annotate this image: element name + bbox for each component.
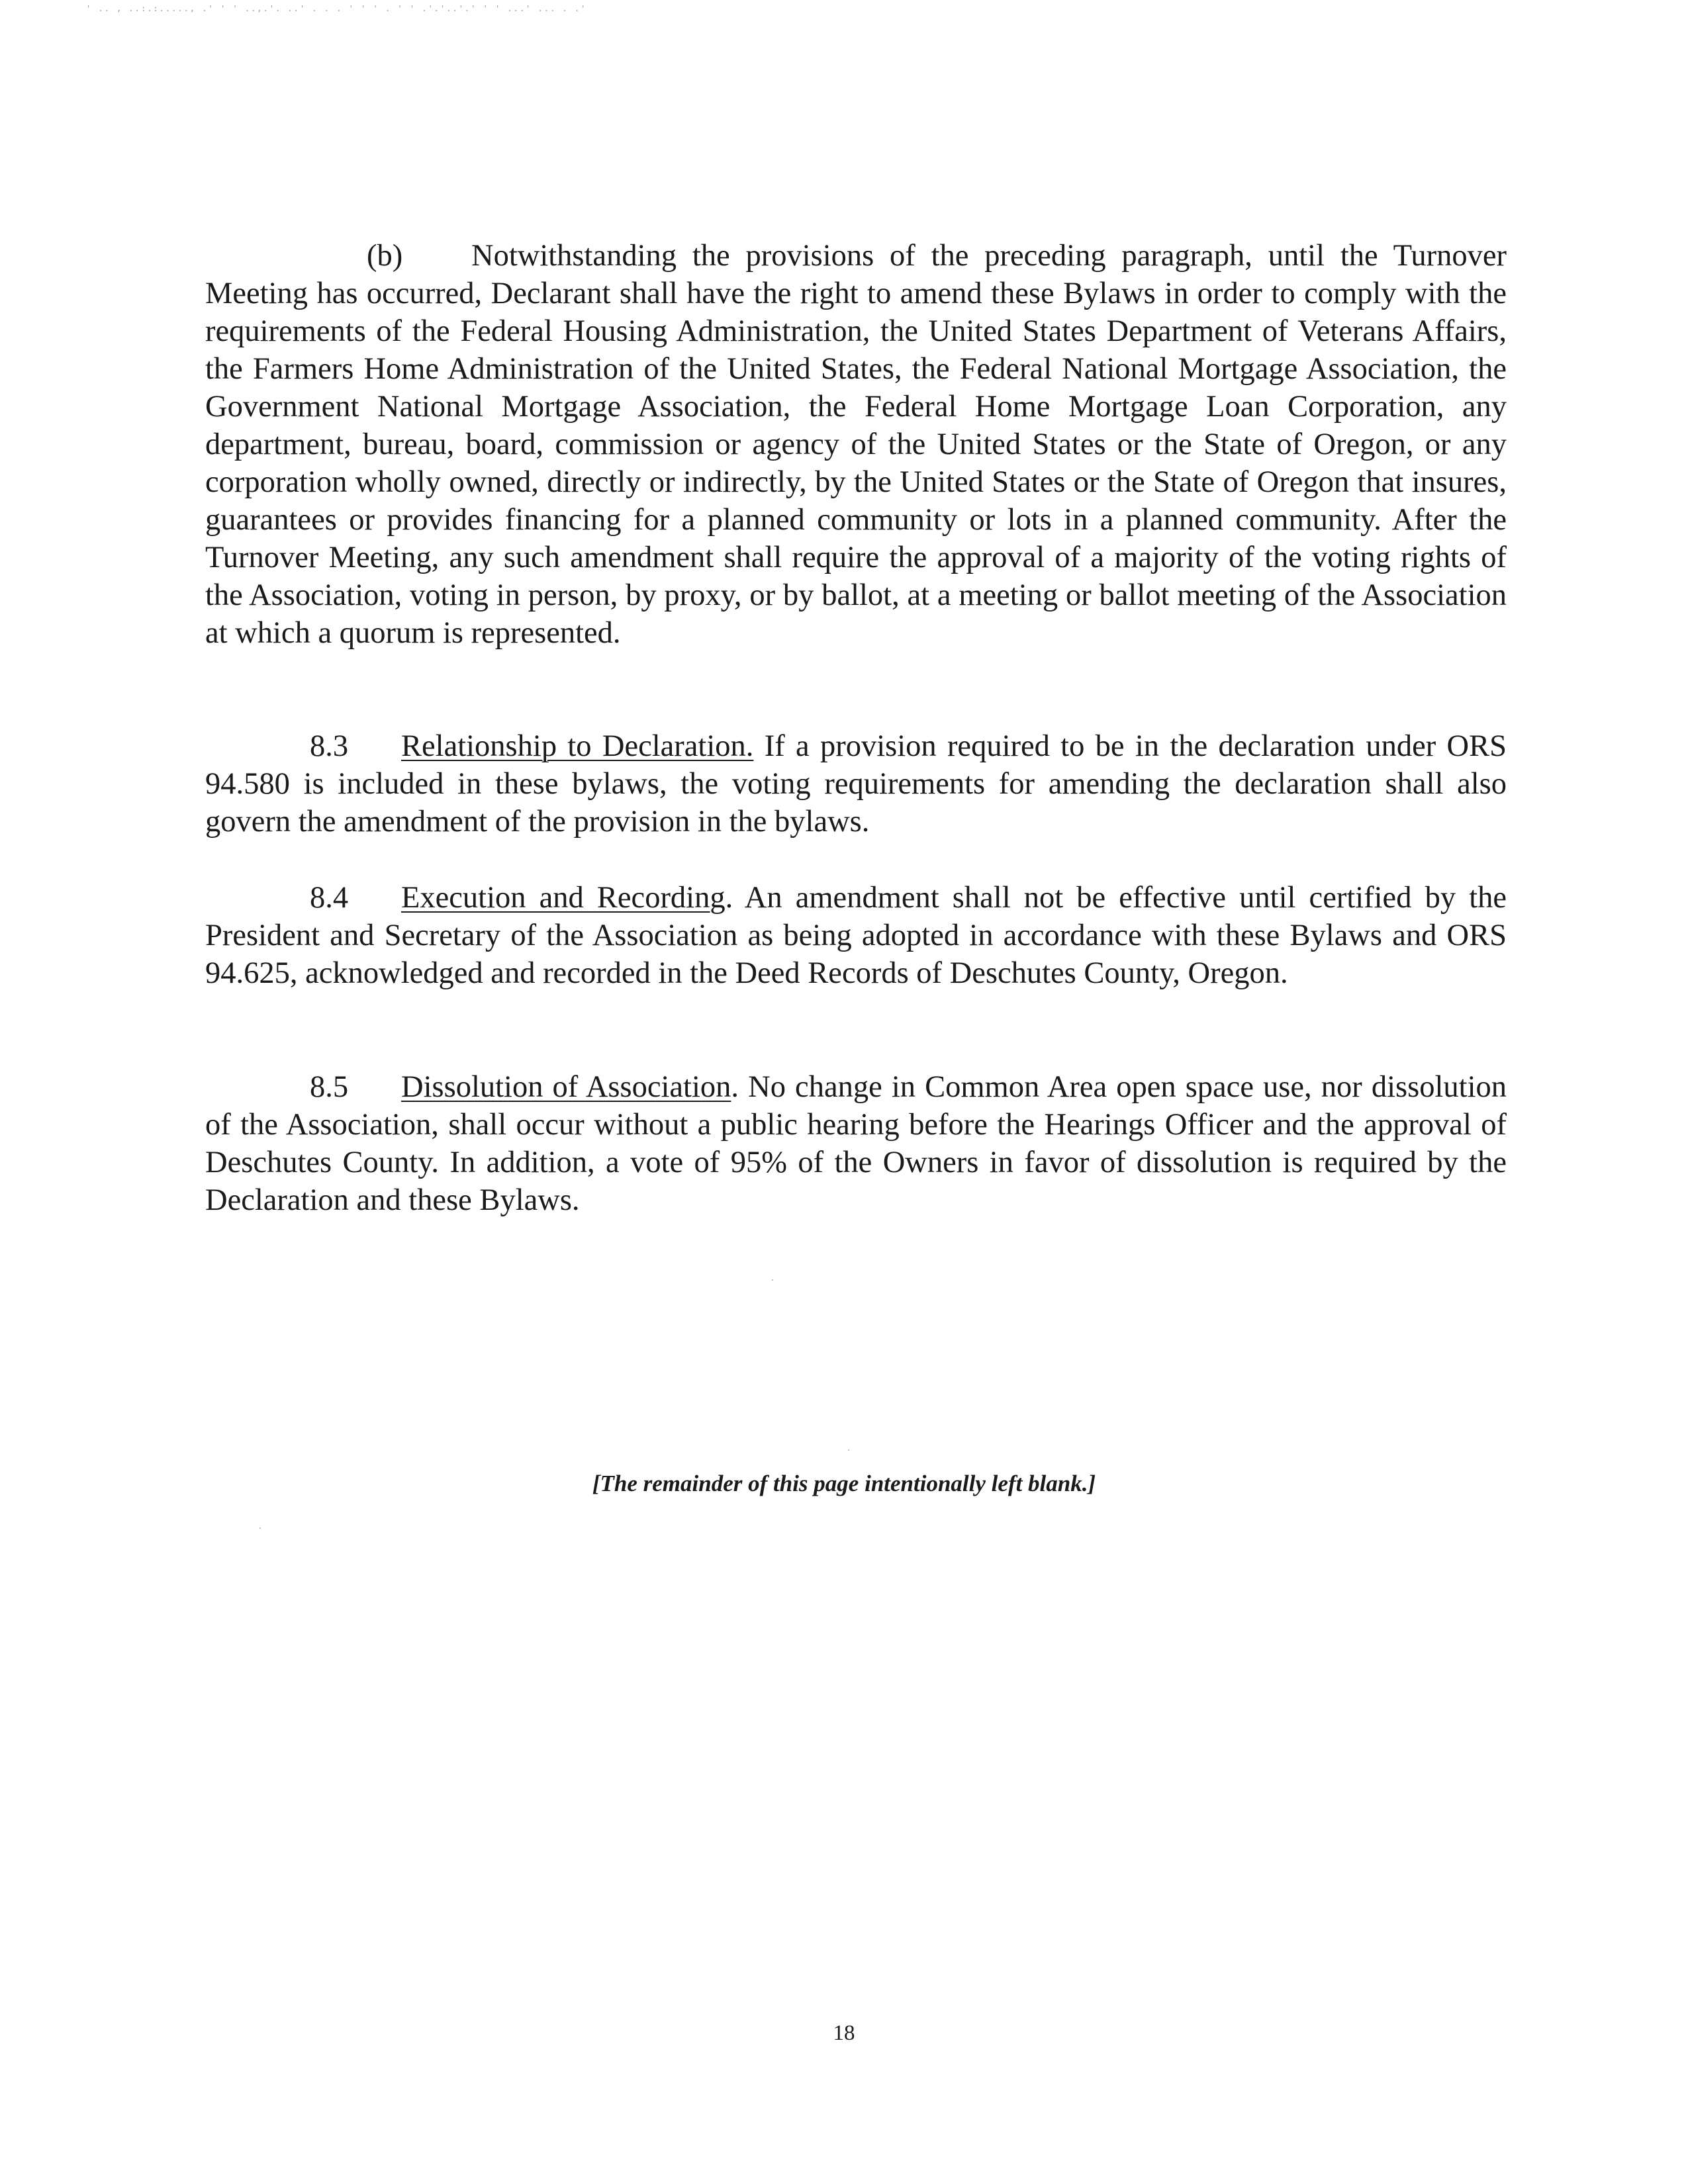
section-8-5-text: . No change in Common Area open space use, nor dissolution of the Association, shall occur without a public hearing before the Hearings Officer and the approval of Deschutes County. In addition, a vote of 95% of the Owners in favor of dissolution is required by the Declaration and these Bylaws. — [205, 1070, 1507, 1217]
section-8-3 — [205, 727, 1507, 841]
section-8-3-heading: Relationship to Declaration. — [401, 729, 754, 763]
section-8-5-heading: Dissolution of Association — [401, 1070, 731, 1104]
scan-speck — [848, 1449, 849, 1451]
section-8-4-number: 8.4 — [310, 881, 349, 915]
section-8-4-text: . An amendment shall not be effective until certified by the President and Secretary of the Association as being adopted in accordance with these Bylaws and ORS 94.625, acknowledged and recorded in the Deed Records of Deschutes County, Oregon. — [205, 881, 1507, 990]
section-8-3-text: If a provision required to be in the declaration under ORS 94.580 is included in these bylaws, the voting requirements for amending the declaration shall also govern the amendment of the provision in the bylaws. — [205, 729, 1507, 839]
section-8-5-number: 8.5 — [310, 1070, 349, 1104]
paragraph-b — [205, 237, 1507, 652]
paragraph-b-text: Notwithstanding the provisions of the preceding paragraph, until the Turnover Meeting has occurred, Declarant shall have the right to amend these Bylaws in order to comply with the requirements of the Federal Housing Administration, the United States Department of Veterans Affairs, the Farmers Home Administration of the United States, the Federal National Mortgage Association, the Government National Mortgage Association, the Federal Home Mortgage Loan Corporation, any department, bureau, board, commission or agency of the United States or the State of Oregon, or any corporation wholly owned, directly or indirectly, by the United States or the State of Oregon that insures, guarantees or provides financing for a planned community or lots in a planned community. After the Turnover Meeting, any such amendment shall require the approval of a majority of the voting rights of the Association, voting in person, by proxy, or by ballot, at a meeting or ballot meeting of the Association at which a quorum is represented. — [205, 239, 1507, 650]
scan-artifacts: ' .. , ..:.:....., .' ' ' ..,.'. ..' . . . ' ' ' . ' ' .'.'..'.' ' ' ...' ... . .' — [86, 4, 587, 13]
section-8-3-number: 8.3 — [310, 729, 349, 763]
scan-speck — [259, 1527, 261, 1529]
scan-speck — [772, 1279, 773, 1281]
paragraph-b-label: (b) — [367, 239, 403, 273]
section-8-4-heading: Execution and Recording — [401, 881, 726, 915]
page-number: 18 — [833, 2021, 855, 2045]
section-8-4 — [205, 879, 1507, 992]
section-8-5 — [205, 1068, 1507, 1219]
remainder-note: [The remainder of this page intentionally left blank.] — [592, 1471, 1096, 1496]
